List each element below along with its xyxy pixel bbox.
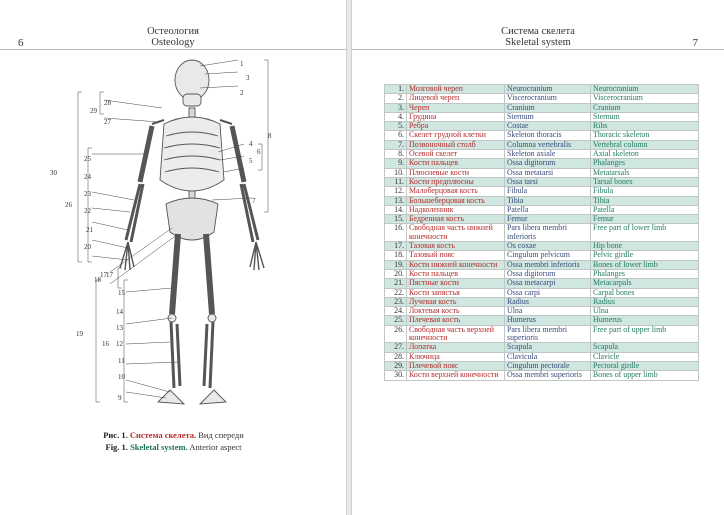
- term-ru: Свободная часть верхней конечности: [407, 325, 505, 343]
- term-ru: Лицевой череп: [407, 94, 505, 103]
- term-latin: Ossa membri inferioris: [505, 260, 591, 269]
- term-en: Femur: [591, 215, 699, 224]
- figure-callout-number: 29: [90, 107, 97, 115]
- left-page-header: [0, 14, 346, 50]
- term-en: Carpal bones: [591, 288, 699, 297]
- page-number-right: 7: [692, 37, 698, 49]
- term-latin: Humerus: [505, 316, 591, 325]
- term-latin: Skeleton thoracis: [505, 131, 591, 140]
- row-number: 6.: [385, 131, 407, 140]
- term-ru: Бедренная кость: [407, 215, 505, 224]
- term-ru: Плечевой пояс: [407, 361, 505, 370]
- term-ru: Скелет грудной клетки: [407, 131, 505, 140]
- term-ru: Кости пальцев: [407, 269, 505, 278]
- term-ru: Кости запястья: [407, 288, 505, 297]
- term-ru: Кости нижней конечности: [407, 260, 505, 269]
- term-ru: Надколенник: [407, 205, 505, 214]
- figure-callout-number: 8: [268, 132, 272, 140]
- term-ru: Лопатка: [407, 343, 505, 352]
- term-en: Ulna: [591, 307, 699, 316]
- term-en: Humerus: [591, 316, 699, 325]
- section-title-ru: Остеология: [147, 26, 199, 37]
- right-page: [351, 0, 724, 515]
- term-latin: Fibula: [505, 187, 591, 196]
- term-en: Pectoral girdle: [591, 361, 699, 370]
- figure-caption-en: [0, 442, 347, 452]
- figure-callout-number: 17: [106, 271, 113, 279]
- right-page-header: [352, 14, 724, 50]
- caption-aspect-en: Anterior aspect: [189, 442, 242, 452]
- chapter-title-en: Skeletal system: [505, 37, 571, 48]
- table-row: [385, 352, 699, 361]
- figure-callout-number: 17: [100, 271, 107, 279]
- row-number: 28.: [385, 352, 407, 361]
- figure-callout-number: 23: [84, 190, 91, 198]
- term-en: Patella: [591, 205, 699, 214]
- term-en: Viscerocranium: [591, 94, 699, 103]
- term-ru: Плюсневые кости: [407, 168, 505, 177]
- table-row: [385, 316, 699, 325]
- term-ru: Лучевая кость: [407, 297, 505, 306]
- term-latin: Scapula: [505, 343, 591, 352]
- caption-prefix-ru: Рис. 1.: [103, 430, 128, 440]
- term-latin: Viscerocranium: [505, 94, 591, 103]
- term-latin: Os coxae: [505, 242, 591, 251]
- figure-callout-number: 11: [118, 357, 125, 365]
- term-ru: Большеберцовая кость: [407, 196, 505, 205]
- term-en: Tibia: [591, 196, 699, 205]
- row-number: 4.: [385, 112, 407, 121]
- figure-callout-number: 14: [116, 308, 123, 316]
- term-en: Pelvic girdle: [591, 251, 699, 260]
- figure-callout-number: 25: [84, 155, 91, 163]
- term-ru: Череп: [407, 103, 505, 112]
- row-number: 11.: [385, 177, 407, 186]
- table-row: [385, 196, 699, 205]
- table-row: [385, 325, 699, 343]
- term-ru: Малоберцовая кость: [407, 187, 505, 196]
- term-latin: Pars libera membri inferioris: [505, 224, 591, 242]
- term-ru: Ребра: [407, 122, 505, 131]
- term-ru: Осевой скелет: [407, 150, 505, 159]
- term-en: Ribs: [591, 122, 699, 131]
- term-en: Metatarsals: [591, 168, 699, 177]
- row-number: 12.: [385, 187, 407, 196]
- term-en: Clavicle: [591, 352, 699, 361]
- term-latin: Radius: [505, 297, 591, 306]
- figure-callout-number: 30: [50, 169, 57, 177]
- figure-callout-number: 24: [84, 173, 91, 181]
- row-number: 25.: [385, 316, 407, 325]
- row-number: 18.: [385, 251, 407, 260]
- row-number: 3.: [385, 103, 407, 112]
- caption-title-en: Skeletal system.: [130, 442, 188, 452]
- term-ru: Позвоночный столб: [407, 140, 505, 149]
- term-ru: Пястные кости: [407, 279, 505, 288]
- term-latin: Ossa digitorum: [505, 269, 591, 278]
- term-en: Free part of upper limb: [591, 325, 699, 343]
- figure-callout-number: 1: [240, 60, 244, 68]
- figure-callout-number: 20: [84, 243, 91, 251]
- row-number: 1.: [385, 85, 407, 94]
- term-en: Cranium: [591, 103, 699, 112]
- figure-callout-number: 9: [118, 394, 122, 402]
- term-en: Hip bone: [591, 242, 699, 251]
- row-number: 30.: [385, 371, 407, 380]
- figure-callout-number: 12: [116, 340, 123, 348]
- term-ru: Грудина: [407, 112, 505, 121]
- skeleton-illustration: [40, 52, 340, 424]
- term-ru: Кости верхней конечности: [407, 371, 505, 380]
- term-en: Vertebral column: [591, 140, 699, 149]
- figure-callout-number: 15: [118, 289, 125, 297]
- page-number-left: 6: [18, 37, 24, 49]
- term-en: Radius: [591, 297, 699, 306]
- term-en: Neurocranium: [591, 85, 699, 94]
- row-number: 8.: [385, 150, 407, 159]
- row-number: 22.: [385, 288, 407, 297]
- row-number: 17.: [385, 242, 407, 251]
- table-row: [385, 131, 699, 140]
- term-latin: Ossa tarsi: [505, 177, 591, 186]
- row-number: 27.: [385, 343, 407, 352]
- row-number: 2.: [385, 94, 407, 103]
- skeleton-figure: [40, 52, 340, 424]
- term-ru: Кости предплюсны: [407, 177, 505, 186]
- table-row: [385, 159, 699, 168]
- row-number: 26.: [385, 325, 407, 343]
- term-en: Scapula: [591, 343, 699, 352]
- figure-callout-number: 22: [84, 207, 91, 215]
- table-row: [385, 94, 699, 103]
- figure-callout-number: 2: [240, 89, 244, 97]
- term-latin: Femur: [505, 215, 591, 224]
- figure-callout-number: 26: [65, 201, 72, 209]
- row-number: 13.: [385, 196, 407, 205]
- figure-callout-number: 5: [249, 157, 253, 165]
- term-latin: Cingulum pectorale: [505, 361, 591, 370]
- figure-callout-number: 7: [252, 197, 256, 205]
- term-latin: Skeleton axiale: [505, 150, 591, 159]
- row-number: 23.: [385, 297, 407, 306]
- table-row: [385, 251, 699, 260]
- table-row: [385, 279, 699, 288]
- figure-caption-ru: [0, 430, 347, 440]
- term-latin: Columna vertebralis: [505, 140, 591, 149]
- term-ru: Свободная часть нижней конечности: [407, 224, 505, 242]
- term-latin: Ossa carpi: [505, 288, 591, 297]
- row-number: 24.: [385, 307, 407, 316]
- figure-callout-number: 18: [94, 276, 101, 284]
- term-latin: Tibia: [505, 196, 591, 205]
- term-latin: Costae: [505, 122, 591, 131]
- term-en: Free part of lower limb: [591, 224, 699, 242]
- term-latin: Pars libera membri superioris: [505, 325, 591, 343]
- row-number: 21.: [385, 279, 407, 288]
- table-row: [385, 103, 699, 112]
- term-latin: Sternum: [505, 112, 591, 121]
- row-number: 16.: [385, 224, 407, 242]
- term-latin: Ossa digitorum: [505, 159, 591, 168]
- term-latin: Neurocranium: [505, 85, 591, 94]
- table-row: [385, 288, 699, 297]
- row-number: 20.: [385, 269, 407, 278]
- term-ru: Плечевая кость: [407, 316, 505, 325]
- figure-callout-number: 21: [86, 226, 93, 234]
- table-row: [385, 371, 699, 380]
- terminology-table: [384, 84, 699, 381]
- term-en: Bones of upper limb: [591, 371, 699, 380]
- row-number: 9.: [385, 159, 407, 168]
- term-en: Tarsal bones: [591, 177, 699, 186]
- left-page: [0, 0, 347, 515]
- term-ru: Тазовая кость: [407, 242, 505, 251]
- row-number: 29.: [385, 361, 407, 370]
- term-latin: Clavicula: [505, 352, 591, 361]
- term-en: Bones of lower limb: [591, 260, 699, 269]
- figure-callout-number: 13: [116, 324, 123, 332]
- figure-callout-number: 4: [249, 140, 253, 148]
- row-number: 14.: [385, 205, 407, 214]
- table-row: [385, 224, 699, 242]
- term-latin: Ossa membri superioris: [505, 371, 591, 380]
- figure-callout-number: 16: [102, 340, 109, 348]
- caption-title-ru: Система скелета.: [129, 430, 197, 440]
- term-latin: Cranium: [505, 103, 591, 112]
- figure-callout-number: 19: [76, 330, 83, 338]
- row-number: 15.: [385, 215, 407, 224]
- term-en: Sternum: [591, 112, 699, 121]
- row-number: 10.: [385, 168, 407, 177]
- term-latin: Ossa metacarpi: [505, 279, 591, 288]
- row-number: 19.: [385, 260, 407, 269]
- figure-callout-number: 10: [118, 373, 125, 381]
- term-en: Axial skeleton: [591, 150, 699, 159]
- term-en: Thoracic skeleton: [591, 131, 699, 140]
- figure-callout-number: 6: [257, 148, 261, 156]
- term-ru: Локтевая кость: [407, 307, 505, 316]
- term-ru: Тазовый пояс: [407, 251, 505, 260]
- figure-callout-number: 28: [104, 99, 111, 107]
- term-ru: Мозговой череп: [407, 85, 505, 94]
- row-number: 7.: [385, 140, 407, 149]
- term-ru: Кости пальцев: [407, 159, 505, 168]
- term-en: Fibula: [591, 187, 699, 196]
- figure-callout-number: 3: [246, 74, 250, 82]
- term-en: Phalanges: [591, 159, 699, 168]
- term-en: Metacarpals: [591, 279, 699, 288]
- table-row: [385, 112, 699, 121]
- term-en: Phalanges: [591, 269, 699, 278]
- table-row: [385, 343, 699, 352]
- caption-prefix-en: Fig. 1.: [105, 442, 128, 452]
- term-ru: Ключица: [407, 352, 505, 361]
- term-latin: Patella: [505, 205, 591, 214]
- term-latin: Ulna: [505, 307, 591, 316]
- row-number: 5.: [385, 122, 407, 131]
- term-latin: Ossa metatarsi: [505, 168, 591, 177]
- term-latin: Cingulum pelvicum: [505, 251, 591, 260]
- figure-callout-number: 27: [104, 118, 111, 126]
- caption-aspect-ru: Вид спереди: [198, 430, 244, 440]
- section-title-en: Osteology: [151, 37, 195, 48]
- chapter-title-ru: Система скелета: [501, 26, 575, 37]
- table-row: [385, 187, 699, 196]
